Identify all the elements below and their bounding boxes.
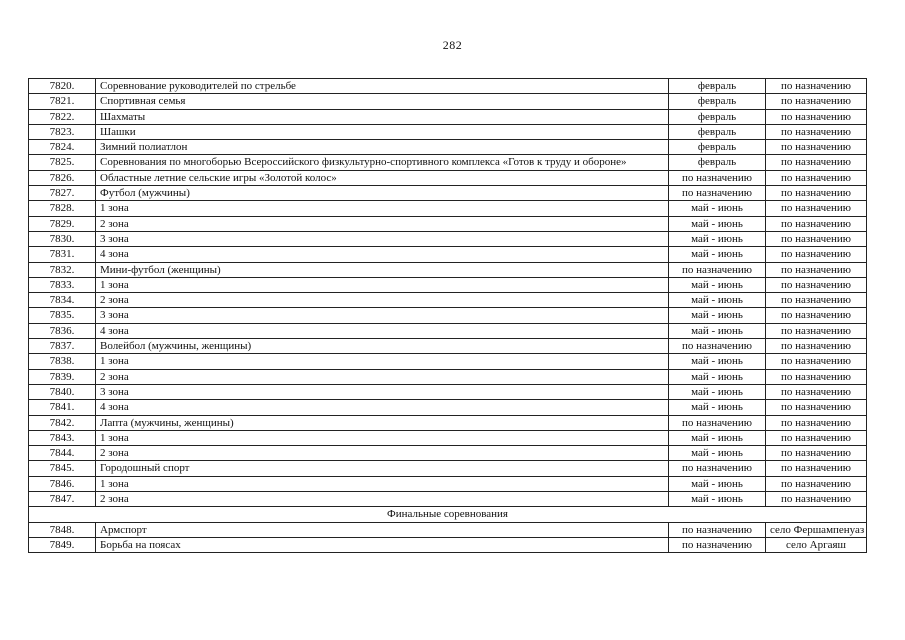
- row-number: 7824.: [29, 140, 96, 155]
- event-place: по назначению: [766, 140, 867, 155]
- event-term: май - июнь: [669, 400, 766, 415]
- event-term: февраль: [669, 124, 766, 139]
- row-number: 7846.: [29, 476, 96, 491]
- section-row: [29, 507, 867, 522]
- event-name: Лапта (мужчины, женщины): [96, 415, 669, 430]
- row-number: 7823.: [29, 124, 96, 139]
- table-row: [29, 277, 867, 292]
- event-name: 1 зона: [96, 277, 669, 292]
- event-name: Областные летние сельские игры «Золотой колос»: [96, 170, 669, 185]
- event-place: по назначению: [766, 308, 867, 323]
- row-number: 7829.: [29, 216, 96, 231]
- event-name: 4 зона: [96, 247, 669, 262]
- event-name: Городошный спорт: [96, 461, 669, 476]
- event-name: 1 зона: [96, 430, 669, 445]
- row-number: 7826.: [29, 170, 96, 185]
- event-place: село Аргаяш: [766, 537, 867, 552]
- table-row: [29, 323, 867, 338]
- table-row: [29, 537, 867, 552]
- event-term: февраль: [669, 155, 766, 170]
- table-row: [29, 124, 867, 139]
- row-number: 7841.: [29, 400, 96, 415]
- event-place: по назначению: [766, 476, 867, 491]
- page-number: 282: [442, 38, 463, 52]
- event-place: по назначению: [766, 262, 867, 277]
- row-number: 7848.: [29, 522, 96, 537]
- event-place: по назначению: [766, 94, 867, 109]
- row-number: 7835.: [29, 308, 96, 323]
- row-number: 7832.: [29, 262, 96, 277]
- table-row: [29, 476, 867, 491]
- row-number: 7844.: [29, 446, 96, 461]
- table-row: [29, 354, 867, 369]
- event-term: май - июнь: [669, 201, 766, 216]
- row-number: 7830.: [29, 231, 96, 246]
- event-place: по назначению: [766, 79, 867, 94]
- event-term: май - июнь: [669, 354, 766, 369]
- event-name: Мини-футбол (женщины): [96, 262, 669, 277]
- section-title: Финальные соревнования: [29, 507, 867, 522]
- table-row: [29, 384, 867, 399]
- event-term: май - июнь: [669, 231, 766, 246]
- row-number: 7849.: [29, 537, 96, 552]
- table-row: [29, 339, 867, 354]
- event-name: Борьба на поясах: [96, 537, 669, 552]
- event-term: по назначению: [669, 186, 766, 201]
- event-place: по назначению: [766, 400, 867, 415]
- event-name: 1 зона: [96, 354, 669, 369]
- table-row: [29, 247, 867, 262]
- event-name: 1 зона: [96, 476, 669, 491]
- table-row: [29, 293, 867, 308]
- event-place: по назначению: [766, 201, 867, 216]
- event-name: 3 зона: [96, 231, 669, 246]
- event-name: Шашки: [96, 124, 669, 139]
- event-term: по назначению: [669, 262, 766, 277]
- event-name: Соревнования по многоборью Всероссийского физкультурно-спортивного комплекса «Готов к труду и обороне»: [96, 155, 669, 170]
- event-name: 1 зона: [96, 201, 669, 216]
- event-name: 2 зона: [96, 446, 669, 461]
- event-name: 2 зона: [96, 293, 669, 308]
- row-number: 7833.: [29, 277, 96, 292]
- event-name: Футбол (мужчины): [96, 186, 669, 201]
- event-name: Шахматы: [96, 109, 669, 124]
- row-number: 7821.: [29, 94, 96, 109]
- table-row: [29, 492, 867, 507]
- event-place: село Фершампенуаз: [766, 522, 867, 537]
- row-number: 7837.: [29, 339, 96, 354]
- event-term: май - июнь: [669, 247, 766, 262]
- event-term: февраль: [669, 79, 766, 94]
- row-number: 7831.: [29, 247, 96, 262]
- event-name: 3 зона: [96, 308, 669, 323]
- events-table: [28, 78, 867, 553]
- event-term: февраль: [669, 109, 766, 124]
- event-place: по назначению: [766, 231, 867, 246]
- event-place: по назначению: [766, 492, 867, 507]
- events-table-body: [29, 79, 867, 553]
- event-place: по назначению: [766, 354, 867, 369]
- row-number: 7834.: [29, 293, 96, 308]
- event-term: май - июнь: [669, 308, 766, 323]
- event-place: по назначению: [766, 155, 867, 170]
- table-row: [29, 140, 867, 155]
- event-place: по назначению: [766, 293, 867, 308]
- event-place: по назначению: [766, 170, 867, 185]
- event-name: Спортивная семья: [96, 94, 669, 109]
- event-name: 3 зона: [96, 384, 669, 399]
- event-term: май - июнь: [669, 446, 766, 461]
- table-row: [29, 308, 867, 323]
- event-term: май - июнь: [669, 476, 766, 491]
- row-number: 7836.: [29, 323, 96, 338]
- event-place: по назначению: [766, 216, 867, 231]
- event-term: февраль: [669, 140, 766, 155]
- table-row: [29, 369, 867, 384]
- table-row: [29, 201, 867, 216]
- row-number: 7843.: [29, 430, 96, 445]
- event-place: по назначению: [766, 461, 867, 476]
- event-term: май - июнь: [669, 384, 766, 399]
- event-place: по назначению: [766, 430, 867, 445]
- event-place: по назначению: [766, 415, 867, 430]
- event-term: по назначению: [669, 339, 766, 354]
- table-row: [29, 415, 867, 430]
- row-number: 7822.: [29, 109, 96, 124]
- table-row: [29, 231, 867, 246]
- event-term: май - июнь: [669, 369, 766, 384]
- event-name: 4 зона: [96, 400, 669, 415]
- table-row: [29, 262, 867, 277]
- event-term: по назначению: [669, 537, 766, 552]
- row-number: 7845.: [29, 461, 96, 476]
- event-place: по назначению: [766, 109, 867, 124]
- event-term: май - июнь: [669, 216, 766, 231]
- event-term: по назначению: [669, 415, 766, 430]
- table-row: [29, 109, 867, 124]
- event-term: май - июнь: [669, 293, 766, 308]
- row-number: 7839.: [29, 369, 96, 384]
- event-term: май - июнь: [669, 277, 766, 292]
- row-number: 7827.: [29, 186, 96, 201]
- event-term: май - июнь: [669, 323, 766, 338]
- table-row: [29, 446, 867, 461]
- event-term: по назначению: [669, 461, 766, 476]
- table-row: [29, 170, 867, 185]
- table-row: [29, 522, 867, 537]
- event-term: февраль: [669, 94, 766, 109]
- event-term: май - июнь: [669, 492, 766, 507]
- event-name: Соревнование руководителей по стрельбе: [96, 79, 669, 94]
- event-place: по назначению: [766, 446, 867, 461]
- row-number: 7825.: [29, 155, 96, 170]
- event-place: по назначению: [766, 384, 867, 399]
- row-number: 7828.: [29, 201, 96, 216]
- row-number: 7838.: [29, 354, 96, 369]
- event-name: Зимний полиатлон: [96, 140, 669, 155]
- event-place: по назначению: [766, 323, 867, 338]
- table-row: [29, 461, 867, 476]
- row-number: 7840.: [29, 384, 96, 399]
- table-row: [29, 186, 867, 201]
- event-place: по назначению: [766, 339, 867, 354]
- event-term: май - июнь: [669, 430, 766, 445]
- event-name: 4 зона: [96, 323, 669, 338]
- table-row: [29, 155, 867, 170]
- event-name: Волейбол (мужчины, женщины): [96, 339, 669, 354]
- event-name: 2 зона: [96, 216, 669, 231]
- event-place: по назначению: [766, 247, 867, 262]
- event-name: 2 зона: [96, 369, 669, 384]
- table-row: [29, 94, 867, 109]
- event-name: 2 зона: [96, 492, 669, 507]
- event-place: по назначению: [766, 277, 867, 292]
- table-row: [29, 79, 867, 94]
- event-place: по назначению: [766, 369, 867, 384]
- table-row: [29, 400, 867, 415]
- event-name: Армспорт: [96, 522, 669, 537]
- row-number: 7820.: [29, 79, 96, 94]
- event-place: по назначению: [766, 186, 867, 201]
- table-row: [29, 430, 867, 445]
- event-place: по назначению: [766, 124, 867, 139]
- event-term: по назначению: [669, 170, 766, 185]
- row-number: 7847.: [29, 492, 96, 507]
- row-number: 7842.: [29, 415, 96, 430]
- table-row: [29, 216, 867, 231]
- event-term: по назначению: [669, 522, 766, 537]
